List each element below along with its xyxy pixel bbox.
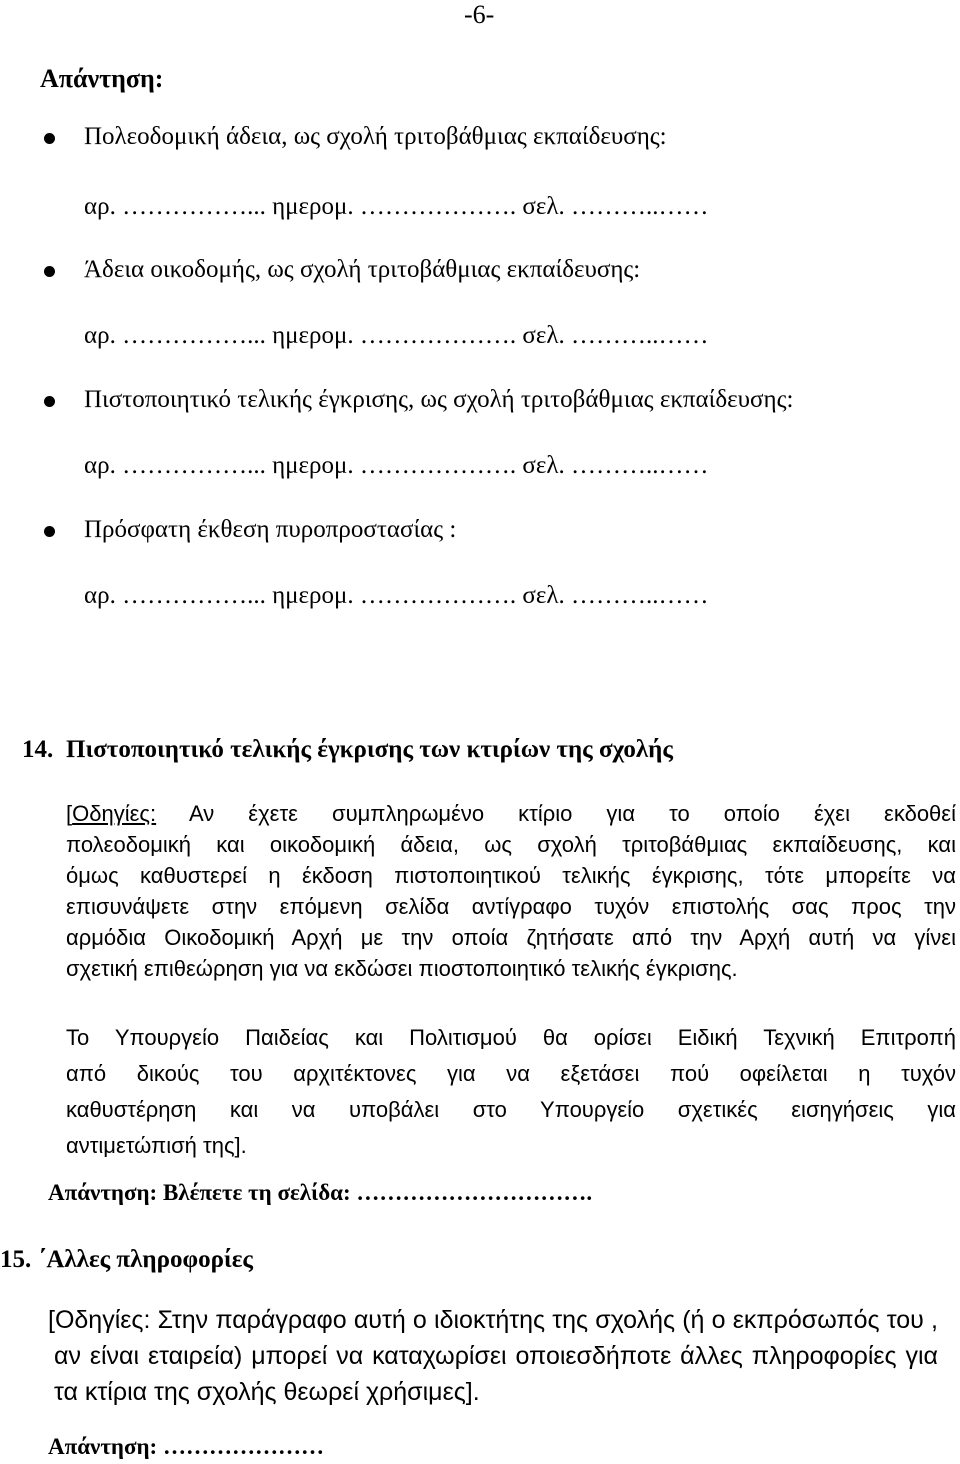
instructions-label: Οδηγίες:: [72, 801, 157, 826]
section-14-number: 14.: [22, 736, 54, 763]
bullet-icon: [44, 266, 55, 277]
section-14-instructions: [66, 798, 956, 984]
permit-reference-line: αρ. ……………... ημερομ. ………………. σελ. ………..……: [84, 582, 709, 609]
instructions-line: πολεοδομική και οικοδομική άδεια, ως σχολή τριτοβάθμιας εκπαίδευσης, και: [66, 832, 956, 857]
permit-title: Πιστοποιητικό τελικής έγκρισης, ως σχολή τριτοβάθμιας εκπαίδευσης:: [84, 386, 794, 413]
instructions-line: αν είναι εταιρεία) μπορεί να καταχωρίσει οποιεσδήποτε άλλες πληροφορίες για: [54, 1342, 938, 1370]
instructions-line: σχετική επιθεώρηση για να εκδώσει πιοστοποιητικό τελικής έγκρισης.: [66, 956, 738, 981]
section-15-number: 15.: [0, 1246, 32, 1273]
permit-reference-line: αρ. ……………... ημερομ. ………………. σελ. ………..……: [84, 452, 709, 479]
permit-title: Άδεια οικοδομής, ως σχολή τριτοβάθμιας εκπαίδευσης:: [84, 256, 641, 283]
bullet-icon: [44, 526, 55, 537]
note-line: αντιμετώπισή της].: [66, 1133, 247, 1158]
bullet-icon: [44, 133, 55, 144]
instructions-line: επισυνάψετε στην επόμενη σελίδα αντίγραφο τυχόν επιστολής σας προς την: [66, 894, 956, 919]
section-15-answer: Απάντηση: …………………: [48, 1434, 324, 1459]
section-14-note: [66, 1020, 956, 1164]
note-line: καθυστέρηση και να υποβάλει στο Υπουργείο σχετικές εισηγήσεις για: [66, 1097, 956, 1122]
instructions-line: όμως καθυστερεί η έκδοση πιστοποιητικού τελικής έγκρισης, τότε μπορείτε να: [66, 863, 956, 888]
instructions-line: αρμόδια Οικοδομική Αρχή με την οποία ζητήσατε από την Αρχή αυτή να γίνει: [66, 925, 956, 950]
instructions-first-line: [Οδηγίες: Αν έχετε συμπληρωμένο κτίριο για το οποίο έχει εκδοθεί: [66, 801, 956, 826]
page-number: -6-: [464, 0, 495, 29]
section-14-title: Πιστοποιητικό τελικής έγκρισης των κτιρίων της σχολής: [66, 736, 673, 763]
instructions-line: τα κτίρια της σχολής θεωρεί χρήσιμες].: [54, 1378, 480, 1406]
permit-reference-line: αρ. ……………... ημερομ. ………………. σελ. ………..……: [84, 193, 709, 220]
instructions-line: [Οδηγίες: Στην παράγραφο αυτή ο ιδιοκτήτης της σχολής (ή ο εκπρόσωπός του ,: [48, 1306, 938, 1334]
note-line: Το Υπουργείο Παιδείας και Πολιτισμού θα ορίσει Ειδική Τεχνική Επιτροπή: [66, 1025, 956, 1050]
instructions-line: Αν έχετε συμπληρωμένο κτίριο για το οποίο έχει εκδοθεί: [188, 801, 956, 826]
permit-title: Πολεοδομική άδεια, ως σχολή τριτοβάθμιας εκπαίδευσης:: [84, 123, 667, 150]
section-15-title: ΄Αλλες πληροφορίες: [38, 1246, 253, 1273]
answer-heading: Απάντηση:: [40, 64, 164, 93]
section-15-instructions: [48, 1302, 938, 1410]
permit-title: Πρόσφατη έκθεση πυροπροστασίας :: [84, 516, 457, 543]
section-14-answer: Απάντηση: Βλέπετε τη σελίδα: ………………………….: [48, 1180, 593, 1205]
bullet-icon: [44, 396, 55, 407]
note-line: από δικούς του αρχιτέκτονες για να εξετάσει πού οφείλεται η τυχόν: [66, 1061, 956, 1086]
permit-reference-line: αρ. ……………... ημερομ. ………………. σελ. ………..……: [84, 322, 709, 349]
